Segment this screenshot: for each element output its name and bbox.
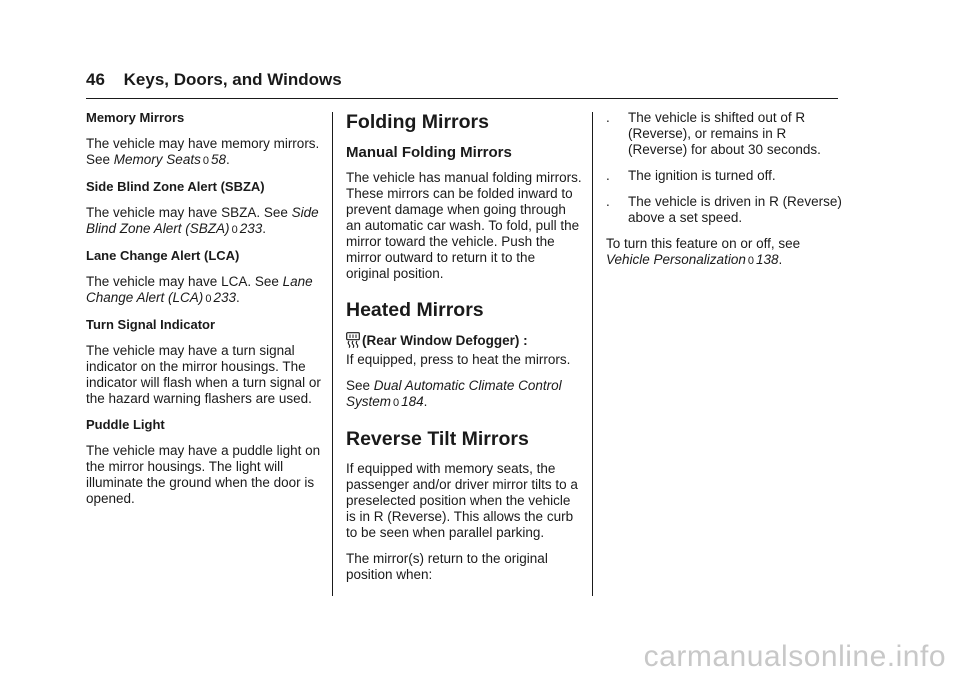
lca-paragraph: The vehicle may have LCA. See Lane Change Alert (LCA) 0 233. [86, 274, 313, 305]
reference-arrow-icon: 0 [205, 293, 212, 305]
vehicle-personalization-page[interactable]: 138 [755, 252, 779, 267]
lca-heading: Lane Change Alert (LCA) [86, 248, 240, 263]
reverse-tilt-paragraph: If equipped with memory seats, the passenger and/or driver mirror tilts to a preselected position when the vehicle is in R (Reverse). This allows the curb to be seen when parallel parking. [346, 461, 578, 540]
vehicle-personalization-link[interactable]: Vehicle Personalization [606, 252, 746, 267]
memory-seats-page[interactable]: 58 [210, 152, 226, 167]
column-3 [606, 110, 842, 279]
bullet-text: The ignition is turned off. [628, 168, 776, 183]
defogger-paragraph: If equipped, press to heat the mirrors. [346, 352, 571, 367]
page-header [86, 70, 342, 90]
lca-page[interactable]: 233 [213, 290, 236, 305]
column-1 [86, 110, 322, 517]
lca-text: The vehicle may have LCA. See [86, 274, 279, 289]
reference-arrow-icon: 0 [202, 155, 209, 167]
rear-window-defogger-icon [346, 332, 360, 352]
see-text: See [346, 378, 371, 393]
turn-signal-paragraph: The vehicle may have a turn signal indicator on the mirror housings. The indicator will flash when a turn signal or the hazard warning flashers are used. [86, 343, 321, 406]
bullet-icon: . [606, 110, 610, 125]
sbza-text: The vehicle may have SBZA. See [86, 205, 288, 220]
list-item [606, 194, 842, 226]
column-divider-1 [332, 112, 333, 596]
puddle-light-heading: Puddle Light [86, 417, 165, 432]
manual-folding-paragraph: The vehicle has manual folding mirrors. These mirrors can be folded inward to prevent damage when going through an automatic car wash. To fold, pull the mirror toward the vehicle. Push the mirror outward to return it to the original position. [346, 170, 582, 281]
climate-control-page[interactable]: 184 [401, 394, 424, 409]
header-rule [86, 98, 838, 99]
memory-seats-link[interactable]: Memory Seats [113, 152, 201, 167]
bullet-text: The vehicle is shifted out of R (Reverse), or remains in R (Reverse) for about 30 seconds. [628, 110, 821, 157]
reference-arrow-icon: 0 [231, 224, 238, 236]
sbza-link[interactable]: Side Blind Zone Alert (SBZA) [86, 205, 319, 236]
sbza-heading: Side Blind Zone Alert (SBZA) [86, 179, 265, 194]
return-paragraph: The mirror(s) return to the original position when: [346, 551, 548, 582]
list-item [606, 110, 842, 158]
defogger-label: (Rear Window Defogger) : [362, 333, 528, 348]
climate-paragraph: See Dual Automatic Climate Control System 0 184. [346, 378, 562, 409]
sbza-page[interactable]: 233 [239, 221, 263, 236]
sbza-paragraph: The vehicle may have SBZA. See Side Blind Zone Alert (SBZA) 0 233. [86, 205, 319, 236]
turn-signal-heading: Turn Signal Indicator [86, 317, 216, 332]
page-number: 46 [86, 70, 105, 89]
watermark: carmanualsonline.info [643, 640, 946, 673]
toggle-paragraph: To turn this feature on or off, see Vehicle Personalization 0 138. [606, 236, 801, 267]
manual-folding-heading: Manual Folding Mirrors [346, 144, 512, 161]
memory-mirrors-heading: Memory Mirrors [86, 110, 185, 125]
column-divider-2 [592, 112, 593, 596]
bullet-icon: . [606, 194, 610, 209]
climate-control-link[interactable]: Dual Automatic Climate Control System [346, 378, 562, 409]
lca-link[interactable]: Lane Change Alert (LCA) [86, 274, 313, 305]
reverse-tilt-heading: Reverse Tilt Mirrors [346, 428, 529, 450]
defogger-line [346, 332, 582, 352]
column-2 [346, 110, 582, 593]
puddle-light-paragraph: The vehicle may have a puddle light on the mirror housings. The light will illuminate the ground when the door is opened. [86, 443, 321, 506]
reference-arrow-icon: 0 [747, 255, 754, 267]
memory-mirrors-paragraph: The vehicle may have memory mirrors. See Memory Seats 0 58. [86, 136, 320, 167]
bullet-text: The vehicle is driven in R (Reverse) above a set speed. [628, 194, 842, 225]
memory-mirrors-text: The vehicle may have memory mirrors. See [86, 136, 320, 167]
bullet-icon: . [606, 168, 610, 183]
list-item [606, 168, 842, 184]
toggle-text: To turn this feature on or off, see [606, 236, 801, 251]
chapter-title: Keys, Doors, and Windows [123, 70, 342, 89]
heated-mirrors-heading: Heated Mirrors [346, 299, 484, 321]
folding-mirrors-heading: Folding Mirrors [346, 111, 489, 133]
reference-arrow-icon: 0 [393, 397, 400, 409]
